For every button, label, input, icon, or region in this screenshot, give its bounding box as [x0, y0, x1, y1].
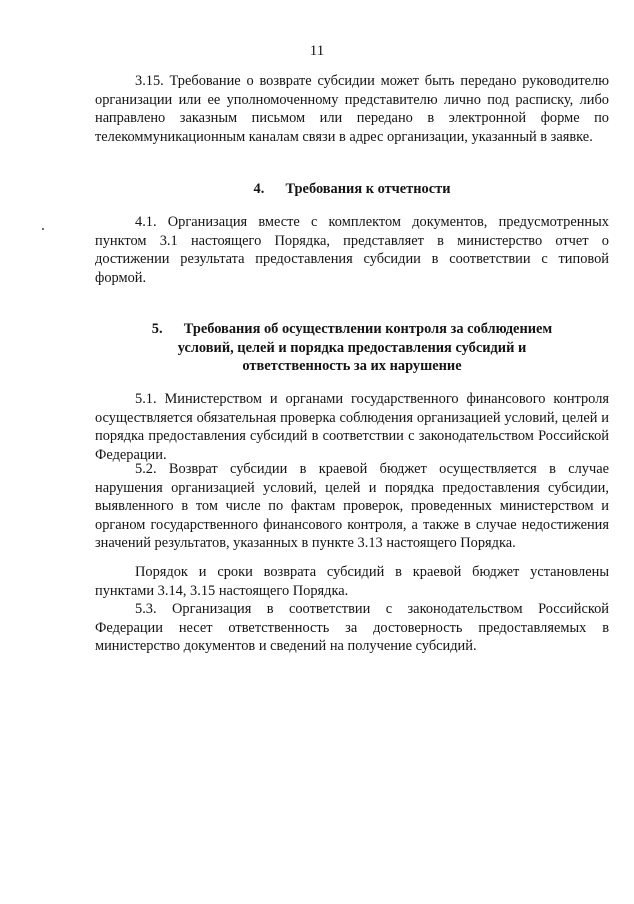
paragraph-5-2-order: Порядок и сроки возврата субсидий в краевой бюджет установлены пунктами 3.14, 3.15 настоящего Порядка. — [95, 564, 609, 599]
section-5-title-line-3: ответственность за их нарушение — [242, 358, 462, 375]
section-5-heading — [95, 320, 609, 376]
section-4-title: Требования к отчетности — [285, 181, 451, 197]
section-4-number: 4. — [253, 181, 265, 197]
paragraph-5-3: 5.3. Организация в соответствии с законодательством Российской Федерации несет ответственность за достоверность предоставляемых в министерство документов и сведений на получение субсидий. — [95, 601, 609, 655]
paragraph-5-2: 5.2. Возврат субсидии в краевой бюджет осуществляется в случае нарушения организацией условий, целей и порядка предоставления субсидии, выявленного в том числе по фактам проверок, проведенных министерством и органом государственного финансового контроля, а также в случае недостижения значений результатов, указанных в пункте 3.13 настоящего Порядка. — [95, 461, 609, 552]
section-5-title-line-2: условий, целей и порядка предоставления субсидий и — [177, 339, 527, 356]
paragraph-5-1: 5.1. Министерством и органами государственного финансового контроля осуществляется обязательная проверка соблюдения организацией условий, целей и порядка предоставления субсидий в соответствии с законодательством Российской Федерации. — [95, 391, 609, 463]
section-5-number: 5. — [151, 321, 163, 337]
paragraph-4-1: 4.1. Организация вместе с комплектом документов, предусмотренных пунктом 3.1 настоящего Порядка, представляет в министерство отчет о достижении результата предоставления субсидии в соответствии с типовой формой. — [95, 214, 609, 286]
page-number: 11 — [309, 43, 325, 59]
paragraph-3-15: 3.15. Требование о возврате субсидии может быть передано руководителю организации или ее уполномоченному представителю лично под расписку, либо направлено заказным письмом или передано в электронной форме по телекоммуникационным каналам связи в адрес организации, указанный в заявке. — [95, 73, 609, 145]
section-5-title-line-1: 5. Требования об осуществлении контроля за соблюдением — [151, 321, 553, 337]
section-4-heading — [95, 180, 609, 199]
scan-speck — [42, 228, 44, 230]
